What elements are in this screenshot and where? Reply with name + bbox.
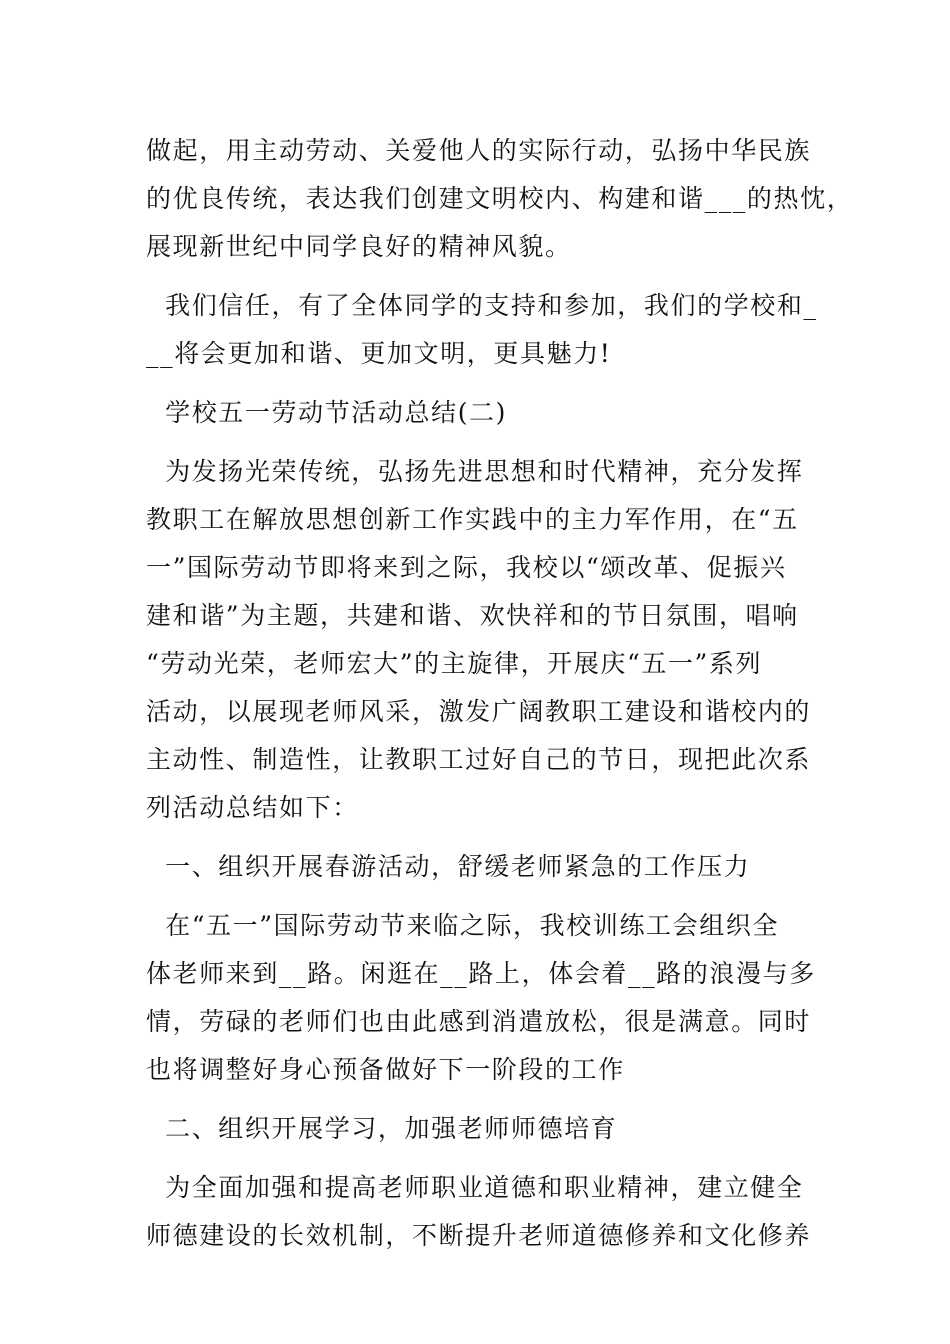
text-line: __将会更加和谐、更加文明，更具魅力!	[146, 339, 612, 368]
text-line: 展现新世纪中同学良好的精神风貌。	[146, 232, 572, 261]
text-line: 学校五一劳动节活动总结(二)	[146, 398, 508, 427]
paragraph	[146, 282, 818, 378]
text-line: 体老师来到__路。闲逛在__路上，体会着__路的浪漫与多	[146, 959, 816, 988]
paragraph-gap	[146, 1153, 810, 1164]
text-line: 活动，以展现老师风采，激发广阔教职工建设和谐校内的	[146, 697, 812, 726]
document-body	[146, 127, 854, 1260]
paragraph-gap	[146, 271, 810, 282]
paragraph	[146, 127, 854, 271]
text-line: 一、组织开展春游活动，舒缓老师紧急的工作压力	[146, 852, 751, 881]
text-line: 二、组织开展学习，加强老师师德培育	[146, 1114, 618, 1143]
paragraph	[146, 448, 810, 832]
paragraph-gap	[146, 891, 810, 902]
paragraph-gap	[146, 1094, 810, 1105]
text-line: 教职工在解放思想创新工作实践中的主力军作用，在“五	[146, 505, 799, 534]
paragraph	[146, 902, 816, 1094]
paragraph-gap	[146, 378, 810, 389]
text-line: 情，劳碌的老师们也由此感到消遣放松，很是满意。同时	[146, 1007, 812, 1036]
paragraph	[146, 389, 810, 437]
text-line: 为全面加强和提高老师职业道德和职业精神，建立健全	[146, 1173, 804, 1202]
paragraph	[146, 843, 810, 891]
text-line: 列活动总结如下：	[146, 793, 359, 822]
text-line: 在“五一”国际劳动节来临之际，我校训练工会组织全	[146, 911, 780, 940]
text-line: 师德建设的长效机制，不断提升老师道德修养和文化修养	[146, 1221, 812, 1250]
text-line: 为发扬光荣传统，弘扬先进思想和时代精神，充分发挥	[146, 457, 804, 486]
text-line: 我们信任，有了全体同学的支持和参加，我们的学校和_	[146, 291, 818, 320]
text-line: “劳动光荣，老师宏大”的主旋律，开展庆“五一”系列	[146, 649, 763, 678]
paragraph-gap	[146, 832, 810, 843]
text-line: 一”国际劳动节即将来到之际，我校以“颂改革、促振兴	[146, 553, 787, 582]
text-line: 建和谐”为主题，共建和谐、欢快祥和的节日氛围，唱响	[146, 601, 799, 630]
text-line: 做起，用主动劳动、关爱他人的实际行动，弘扬中华民族	[146, 136, 812, 165]
paragraph	[146, 1105, 810, 1153]
paragraph	[146, 1164, 810, 1260]
text-line: 主动性、制造性，让教职工过好自己的节日，现把此次系	[146, 745, 812, 774]
paragraph-gap	[146, 437, 810, 448]
text-line: 的优良传统，表达我们创建文明校内、构建和谐___的热忱，	[146, 184, 854, 213]
text-line: 也将调整好身心预备做好下一阶段的工作	[146, 1055, 625, 1084]
